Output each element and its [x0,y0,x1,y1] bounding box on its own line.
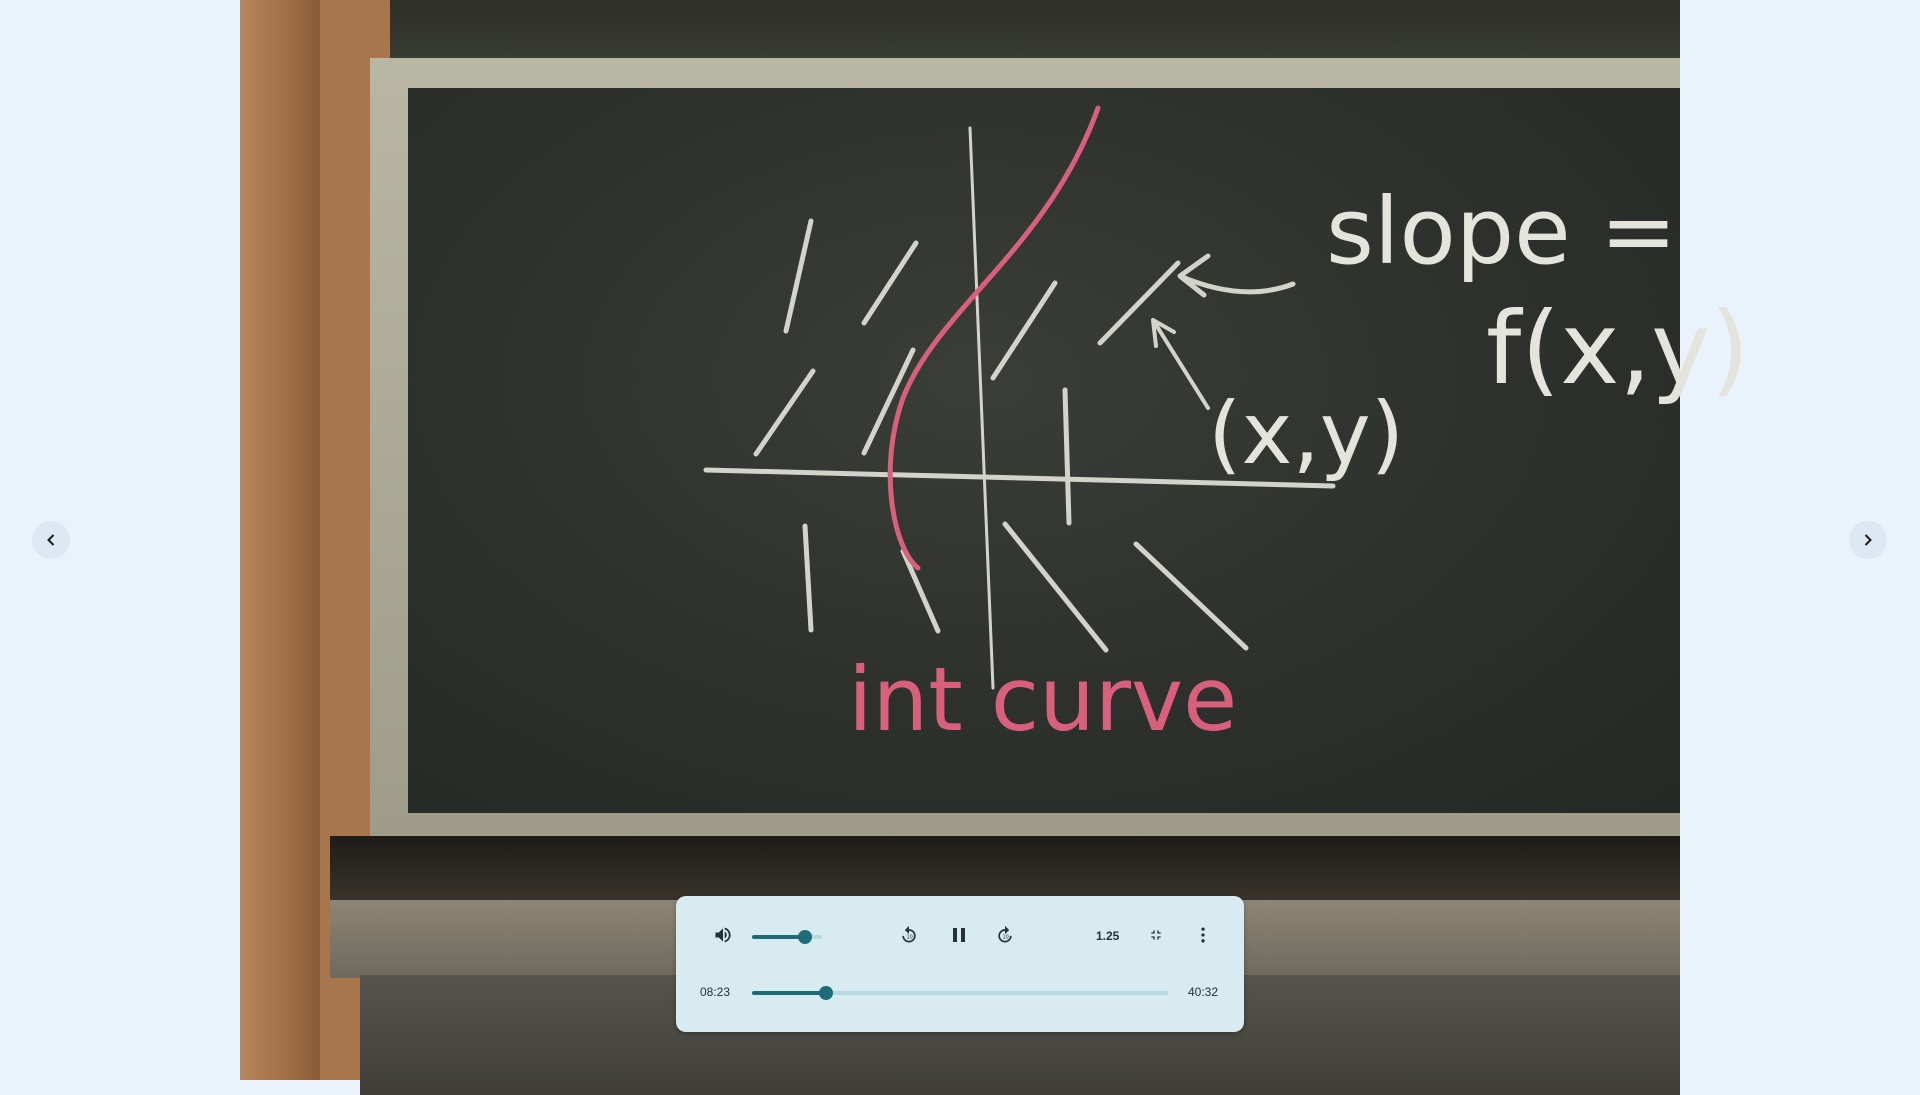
seek-thumb[interactable] [819,986,833,1000]
exit-fullscreen-button[interactable] [1141,920,1171,950]
slope-mark [993,283,1055,378]
pause-icon [947,923,971,947]
playback-speed[interactable]: 1.25 [1096,929,1120,943]
more-options-button[interactable] [1188,920,1218,950]
mute-button[interactable] [708,920,738,950]
point-label: (x,y) [1208,384,1405,484]
slope-mark [1136,544,1246,648]
pause-button[interactable] [942,918,976,952]
curve-label: int curve [848,648,1238,751]
next-button[interactable] [1849,521,1887,559]
slope-mark [1065,390,1069,523]
slope-mark [1005,524,1106,650]
chevron-left-icon [43,532,59,548]
current-time: 08:23 [700,985,731,999]
seek-progress [752,991,826,995]
rewind-button[interactable] [894,920,924,950]
volume-icon [713,925,733,945]
replay-10-icon [899,925,919,945]
upper-board [390,0,1680,62]
slope-mark [864,350,913,453]
slope-mark [756,371,813,454]
slope-mark [786,221,811,331]
svg-text:10: 10 [1002,934,1009,941]
slope-mark [1100,263,1178,343]
volume-fill [752,935,805,939]
arrow-to-slope [1180,256,1293,295]
chalk-drawing [408,88,1750,813]
fullscreen-exit-icon [1148,927,1164,943]
forward-10-icon [995,925,1015,945]
y-axis [970,128,993,688]
arrow-to-point [1153,320,1208,408]
slope-mark [805,526,811,630]
forward-button[interactable] [990,920,1020,950]
volume-slider[interactable] [752,935,822,939]
seek-bar[interactable] [752,991,1168,995]
duration: 40:32 [1188,985,1219,999]
wood-panel [240,0,320,1080]
svg-text:10: 10 [906,934,913,941]
slope-mark [903,551,938,631]
slope-label: slope = [1326,178,1678,285]
chalkboard [408,88,1750,813]
more-vert-icon [1193,925,1213,945]
player-controls [676,896,1244,1032]
previous-button[interactable] [32,521,70,559]
chevron-right-icon [1860,532,1876,548]
function-label: f(x,y) [1486,290,1750,407]
slope-mark [864,243,916,323]
volume-thumb[interactable] [798,930,812,944]
